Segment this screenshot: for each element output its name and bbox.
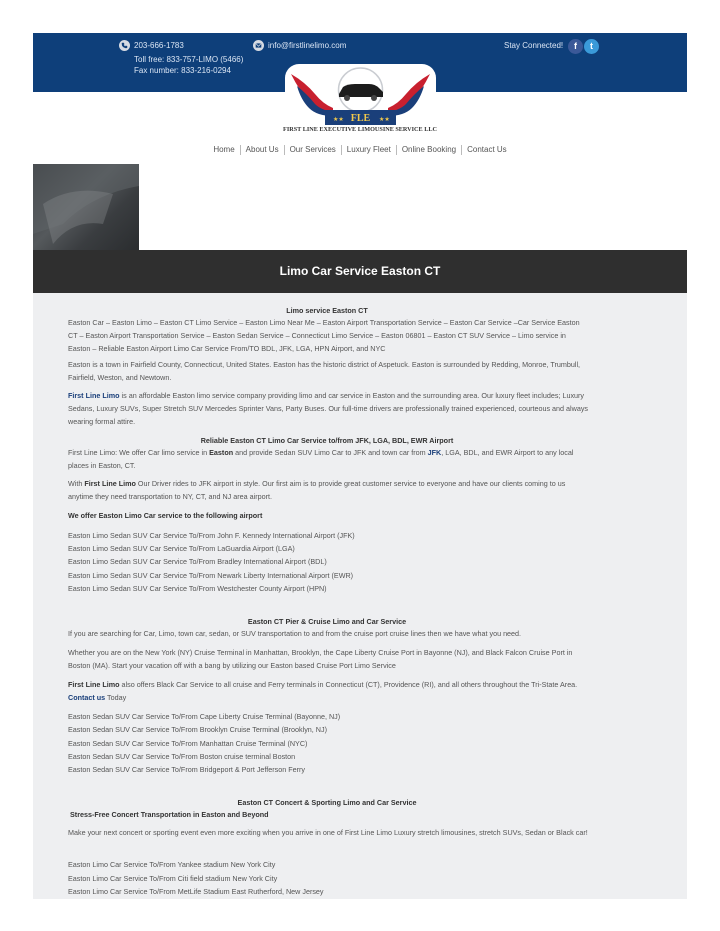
phone-icon bbox=[119, 40, 130, 51]
paragraph: Easton is a town in Fairfield County, Connecticut, United States. Easton has the historic district of Aspetuck. Easton is surrounded by Redding, Monroe, Trumbull, Fairfield, Weston, and Newtown. bbox=[68, 360, 581, 383]
twitter-icon[interactable]: t bbox=[584, 39, 599, 54]
list-item: Easton Limo Car Service To/From Citi field stadium New York City bbox=[68, 874, 278, 883]
section-heading: Reliable Easton CT Limo Car Service to/from JFK, LGA, BDL, EWR Airport bbox=[200, 436, 454, 445]
paragraph-text: is an affordable Easton limo service company providing limo and car service in Easton and the surrounding area. Our luxury fleet includes; Luxury Sedans, Luxury SUVs, Super Stretch SUV Mercedes Sprinter Vans, Party Buses. Our full-time drivers are professionally trained experienced, courteous and always wearing formal attire. bbox=[68, 391, 589, 427]
paragraph-text: , LGA, BDL, and EWR Airport to any local places in Easton, CT. bbox=[68, 448, 574, 471]
svg-text:★★: ★★ bbox=[333, 117, 344, 123]
phone-link[interactable]: 203-666-1783 bbox=[134, 41, 184, 50]
section-heading: Easton CT Pier & Cruise Limo and Car Service bbox=[247, 617, 407, 626]
paragraph: Make your next concert or sporting event even more exciting when you arrive in one of First Line Limo Luxury stretch limousines, stretch SUVs, Sedan or Black car! bbox=[68, 828, 588, 837]
paragraph bbox=[68, 678, 588, 704]
nav-home[interactable]: Home bbox=[213, 145, 235, 155]
fax-text: Fax number: 833-216-0294 bbox=[134, 66, 231, 75]
email-link[interactable]: info@firstlinelimo.com bbox=[268, 41, 347, 50]
list-item: Easton Sedan SUV Car Service To/From Boston cruise terminal Boston bbox=[68, 752, 296, 761]
stay-connected-label: Stay Connected! bbox=[504, 41, 564, 50]
paragraph-bold: First Line Limo bbox=[68, 680, 120, 689]
paragraph bbox=[68, 389, 588, 429]
paragraph-text: also offers Black Car Service to all cruise and Ferry terminals in Connecticut (CT), Providence (RI), and all others throughout the Tri-State Area. bbox=[119, 680, 578, 689]
paragraph: Whether you are on the New York (NY) Cruise Terminal in Manhattan, Brooklyn, the Cape Liberty Cruise Port in Bayonne (NJ), and Black Falcon Cruise Port in Boston (MA). Start your vacation off with a bang by utilizing our Easton based Cruise Port Limo Service bbox=[68, 648, 573, 671]
paragraph-text: and provide Sedan SUV Limo Car to JFK and town car from bbox=[233, 448, 428, 457]
paragraph: Easton Car – Easton Limo – Easton CT Limo Service – Easton Limo Near Me – Easton Airport Transportation Service – Easton Car Service –Car Service Easton CT – Easton Airport Transportation Service – Easton Sedan Service – Connecticut Limo Service – Easton 06801 – Easton CT SUV Service – Limo service in Easton – Reliable Easton Airport Limo Car Service From/TO BDL, JFK, LGA, HPN Airport, and NYC bbox=[68, 318, 580, 354]
section-heading: We offer Easton Limo Car service to the following airport bbox=[68, 511, 263, 520]
nav-our-services[interactable]: Our Services bbox=[289, 145, 336, 155]
paragraph-bold: First Line Limo bbox=[84, 479, 136, 488]
paragraph: If you are searching for Car, Limo, town car, sedan, or SUV transportation to and from the cruise port cruise lines then we have what you need. bbox=[68, 629, 522, 638]
logo-initials: FLE bbox=[350, 113, 371, 124]
paragraph-bold: Easton bbox=[209, 448, 234, 457]
envelope-icon bbox=[253, 40, 264, 51]
paragraph-text: With bbox=[68, 479, 85, 488]
paragraph bbox=[68, 446, 588, 472]
paragraph-text: Our Driver rides to JFK airport in style. Our first aim is to provide great customer service to everyone and have our clients coming to us anytime they need transportation to NY, CT, and NJ area airport. bbox=[68, 479, 566, 502]
nav-online-booking[interactable]: Online Booking bbox=[401, 145, 457, 155]
paragraph-text: First Line Limo: We offer Car limo service in bbox=[68, 448, 210, 457]
nav-contact-us[interactable]: Contact Us bbox=[467, 145, 507, 155]
section-heading: Limo service Easton CT bbox=[286, 306, 368, 315]
svg-text:★★: ★★ bbox=[379, 117, 390, 123]
facebook-icon[interactable]: f bbox=[568, 39, 583, 54]
list-item: Easton Sedan SUV Car Service To/From Cape Liberty Cruise Terminal (Bayonne, NJ) bbox=[68, 712, 341, 721]
company-name: FIRST LINE EXECUTIVE LIMOUSINE SERVICE LLC bbox=[283, 126, 437, 133]
section-subheading: Stress-Free Concert Transportation in Easton and Beyond bbox=[70, 810, 269, 819]
paragraph bbox=[68, 477, 588, 503]
list-item: Easton Sedan SUV Car Service To/From Manhattan Cruise Terminal (NYC) bbox=[68, 739, 308, 748]
list-item: Easton Limo Sedan SUV Car Service To/From John F. Kennedy International Airport (JFK) bbox=[68, 531, 355, 540]
jfk-link[interactable]: JFK bbox=[427, 448, 442, 457]
page-banner bbox=[33, 250, 687, 293]
toll-free-text: Toll free: 833-757-LIMO (5466) bbox=[134, 55, 244, 64]
paragraph-text: Today bbox=[105, 693, 127, 703]
list-item: Easton Limo Sedan SUV Car Service To/From Bradley International Airport (BDL) bbox=[68, 557, 327, 566]
nav-luxury-fleet[interactable]: Luxury Fleet bbox=[346, 145, 391, 155]
contact-us-link[interactable]: Contact us bbox=[68, 693, 106, 703]
page-title: Limo Car Service Easton CT bbox=[279, 264, 441, 278]
main-nav bbox=[0, 145, 720, 155]
list-item: Easton Sedan SUV Car Service To/From Brooklyn Cruise Terminal (Brooklyn, NJ) bbox=[68, 725, 327, 734]
list-item: Easton Limo Sedan SUV Car Service To/From LaGuardia Airport (LGA) bbox=[68, 544, 295, 553]
section-heading: Easton CT Concert & Sporting Limo and Car Service bbox=[237, 798, 417, 807]
first-line-limo-link[interactable]: First Line Limo bbox=[68, 391, 120, 400]
list-item: Easton Sedan SUV Car Service To/From Bridgeport & Port Jefferson Ferry bbox=[68, 765, 306, 774]
list-item: Easton Limo Sedan SUV Car Service To/From Newark Liberty International Airport (EWR) bbox=[68, 571, 354, 580]
nav-about-us[interactable]: About Us bbox=[245, 145, 279, 155]
list-item: Easton Limo Car Service To/From Yankee stadium New York City bbox=[68, 860, 276, 869]
list-item: Easton Limo Sedan SUV Car Service To/From Westchester County Airport (HPN) bbox=[68, 584, 327, 593]
list-item: Easton Limo Car Service To/From MetLife Stadium East Rutherford, New Jersey bbox=[68, 887, 324, 896]
